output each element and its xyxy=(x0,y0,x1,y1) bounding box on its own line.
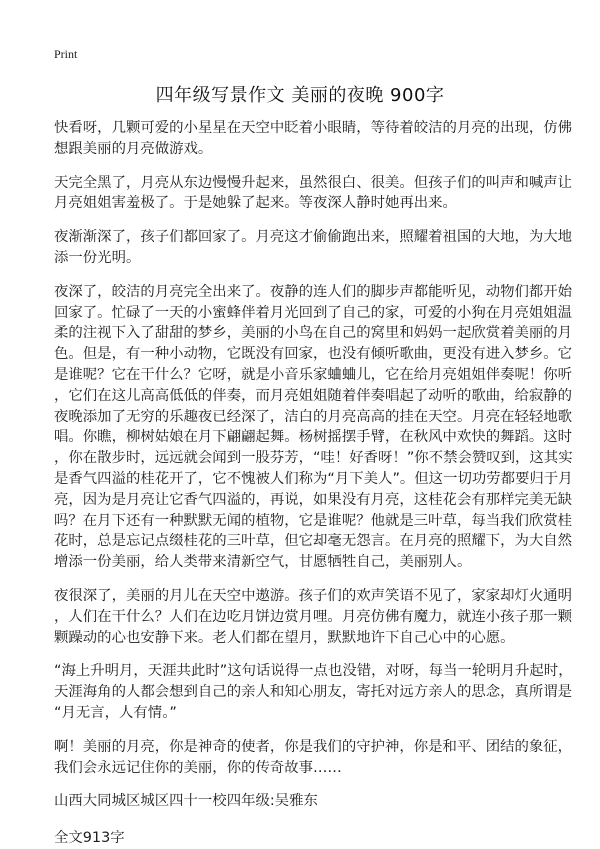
word-count: 全文913字 xyxy=(54,830,125,847)
text-line: 添一份光明。 xyxy=(54,249,141,266)
text-line: 回家了。忙碌了一天的小蜜蜂伴着月光回到了自己的家，可爱的小狗在月亮姐姐温 xyxy=(54,304,573,321)
text-line: 夜渐渐深了，孩子们都回家了。月亮这才偷偷跑出来，照耀着祖国的大地，为大地 xyxy=(54,229,573,246)
paragraph xyxy=(54,173,573,215)
paragraph xyxy=(54,118,573,160)
article-title: 四年级写景作文 美丽的夜晚 900字 xyxy=(155,85,445,107)
text-line: 颗躁动的心也安静下来。老人们都在望月，默默地许下自己心中的心愿。 xyxy=(54,629,515,646)
text-line: ，你在散步时，远远就会闻到一股芬芳，“哇！好香呀！”你不禁会赞叹到，这其实 xyxy=(54,450,573,467)
text-line: ，人们在干什么？人们在边吃月饼边赏月哩。月亮仿佛有魔力，就连小孩子那一颗 xyxy=(54,608,573,625)
text-line: 夜很深了，美丽的月儿在天空中遨游。孩子们的欢声笑语不见了，家家却灯火通明 xyxy=(54,587,573,604)
text-line: 想跟美丽的月亮做游戏。 xyxy=(54,140,213,157)
paragraph xyxy=(54,737,573,779)
text-line: 增添一份美丽，给人类带来清新空气，甘愿牺牲自己，美丽别人。 xyxy=(54,554,472,571)
text-line: 是谁呢？它在干什么？它呀，就是小音乐家蛐蛐儿，它在给月亮姐姐伴奏呢！你听 xyxy=(54,366,573,383)
text-line: 啊！美丽的月亮，你是神奇的使者，你是我们的守护神，你是和平、团结的象征， xyxy=(54,738,573,755)
text-line: 柔的注视下入了甜甜的梦乡，美丽的小鸟在自己的窝里和妈妈一起欣赏着美丽的月 xyxy=(54,325,573,342)
text-line: 是香气四溢的桂花开了，它不愧被人们称为“月下美人”。但这一切功劳都要归于月 xyxy=(54,470,573,487)
paragraph xyxy=(54,586,573,648)
text-line: 月亮姐姐害羞极了。于是她躲了起来。等夜深人静时她再出来。 xyxy=(54,195,457,212)
text-line: 天涯海角的人都会想到自己的亲人和知心朋友，寄托对远方亲人的思念，真所谓是 xyxy=(54,684,573,701)
text-line: 夜晚添加了无穷的乐趣夜已经深了，洁白的月亮高高的挂在天空。月亮在轻轻地歌 xyxy=(54,408,573,425)
text-line: 吗？在月下还有一种默默无闻的植物，它是谁呢？他就是三叶草，每当我们欣赏桂 xyxy=(54,512,573,529)
text-line: 我们会永远记住你的美丽，你的传奇故事…… xyxy=(54,759,342,776)
text-line: “月无言，人有情。” xyxy=(54,704,177,721)
text-line: 天完全黑了，月亮从东边慢慢升起来，虽然很白、很美。但孩子们的叫声和喊声让 xyxy=(54,174,573,191)
text-line: 夜深了，皎洁的月亮完全出来了。夜静的连人们的脚步声都能听见，动物们都开始 xyxy=(54,283,573,300)
text-line: “海上升明月，天涯共此时”这句话说得一点也没错，对呀，每当一轮明月升起时， xyxy=(54,663,573,680)
paragraph xyxy=(54,661,573,723)
text-line: ，它们在这儿高高低低的伴奏，而月亮姐姐随着伴奏唱起了动听的歌曲，给寂静的 xyxy=(54,387,573,404)
paragraph xyxy=(54,282,573,573)
author-line: 山西大同城区城区四十一校四年级:吴雅东 xyxy=(54,793,318,810)
text-line: 快看呀，几颗可爱的小星星在天空中眨着小眼睛，等待着皎洁的月亮的出现，仿佛 xyxy=(54,120,573,136)
text-line: 色。但是，有一种小动物，它既没有回家，也没有倾听歌曲，更没有进入梦乡。它 xyxy=(54,346,573,363)
print-link[interactable]: Print xyxy=(54,47,78,61)
text-line: 唱。你瞧，柳树姑娘在月下翩翩起舞。杨树摇摆手臂，在秋风中欢快的舞蹈。这时 xyxy=(54,429,573,446)
article-body xyxy=(54,118,573,849)
paragraph xyxy=(54,227,573,269)
text-line: 亮，因为是月亮让它香气四溢的，再说，如果没有月亮，这桂花会有那样完美无缺 xyxy=(54,491,573,508)
text-line: 花时，总是忘记点缀桂花的三叶草，但它却毫无怨言。在月亮的照耀下，为大自然 xyxy=(54,533,573,550)
